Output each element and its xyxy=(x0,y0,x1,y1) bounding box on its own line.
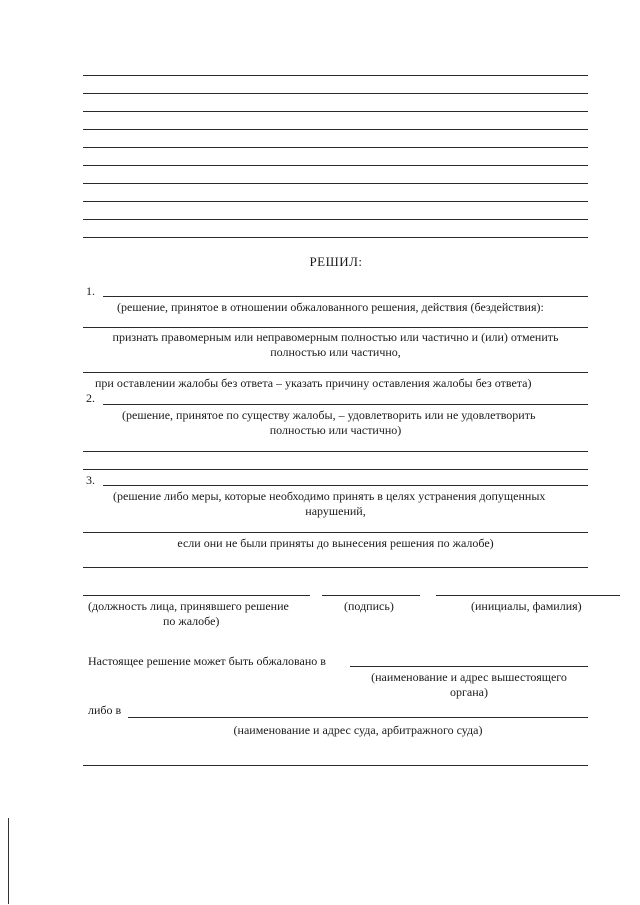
item-caption: полностью или частично, xyxy=(270,345,401,359)
position-caption: (должность лица, принявшего решение xyxy=(88,599,289,613)
item-answer-line[interactable] xyxy=(103,404,588,405)
blank-line[interactable] xyxy=(83,201,588,202)
blank-line[interactable] xyxy=(83,165,588,166)
section-heading: РЕШИЛ: xyxy=(309,254,363,269)
blank-line[interactable] xyxy=(83,469,588,470)
item-caption: признать правомерным или неправомерным полностью или частично и (или) отменить xyxy=(112,330,559,344)
blank-line[interactable] xyxy=(83,219,588,220)
authority-caption: органа) xyxy=(450,685,488,699)
blank-line[interactable] xyxy=(83,532,588,533)
item-caption: (решение либо меры, которые необходимо принять в целях устранения допущенных xyxy=(113,489,546,503)
item-number: 1. xyxy=(86,284,95,298)
blank-line[interactable] xyxy=(83,765,588,766)
item-number: 3. xyxy=(86,473,95,487)
blank-line[interactable] xyxy=(83,183,588,184)
authority-caption: (наименование и адрес вышестоящего xyxy=(371,670,567,684)
blank-line[interactable] xyxy=(83,129,588,130)
item-caption: полностью или частично) xyxy=(269,423,402,437)
item-answer-line[interactable] xyxy=(103,485,588,486)
item-caption: если они не были приняты до вынесения решения по жалобе) xyxy=(177,536,494,550)
signature-caption: (подпись) xyxy=(344,599,394,613)
item-caption: при оставлении жалобы без ответа – указать причину оставления жалобы без ответа) xyxy=(95,376,532,390)
margin-mark xyxy=(8,818,9,904)
signature-line[interactable] xyxy=(322,595,420,596)
position-caption: по жалобе) xyxy=(163,614,220,628)
name-line[interactable] xyxy=(436,595,620,596)
blank-line[interactable] xyxy=(83,147,588,148)
blank-line[interactable] xyxy=(83,93,588,94)
item-answer-line[interactable] xyxy=(103,296,588,297)
authority-line[interactable] xyxy=(350,666,588,667)
blank-line[interactable] xyxy=(83,327,588,328)
item-caption: (решение, принятое в отношении обжалованного решения, действия (бездействия): xyxy=(117,300,544,314)
blank-line[interactable] xyxy=(83,567,588,568)
item-caption: (решение, принятое по существу жалобы, – удовлетворить или не удовлетворить xyxy=(122,408,536,422)
item-number: 2. xyxy=(86,391,95,405)
court-line[interactable] xyxy=(128,717,588,718)
appeal-or-text: либо в xyxy=(88,703,122,717)
position-line[interactable] xyxy=(83,595,310,596)
blank-line[interactable] xyxy=(83,372,588,373)
blank-line[interactable] xyxy=(83,111,588,112)
blank-line[interactable] xyxy=(83,237,588,238)
item-caption: нарушений, xyxy=(305,504,366,518)
blank-line[interactable] xyxy=(83,75,588,76)
blank-line[interactable] xyxy=(83,451,588,452)
court-caption: (наименование и адрес суда, арбитражного суда) xyxy=(233,723,483,737)
name-caption: (инициалы, фамилия) xyxy=(471,599,582,613)
appeal-text: Настоящее решение может быть обжаловано в xyxy=(88,654,326,668)
